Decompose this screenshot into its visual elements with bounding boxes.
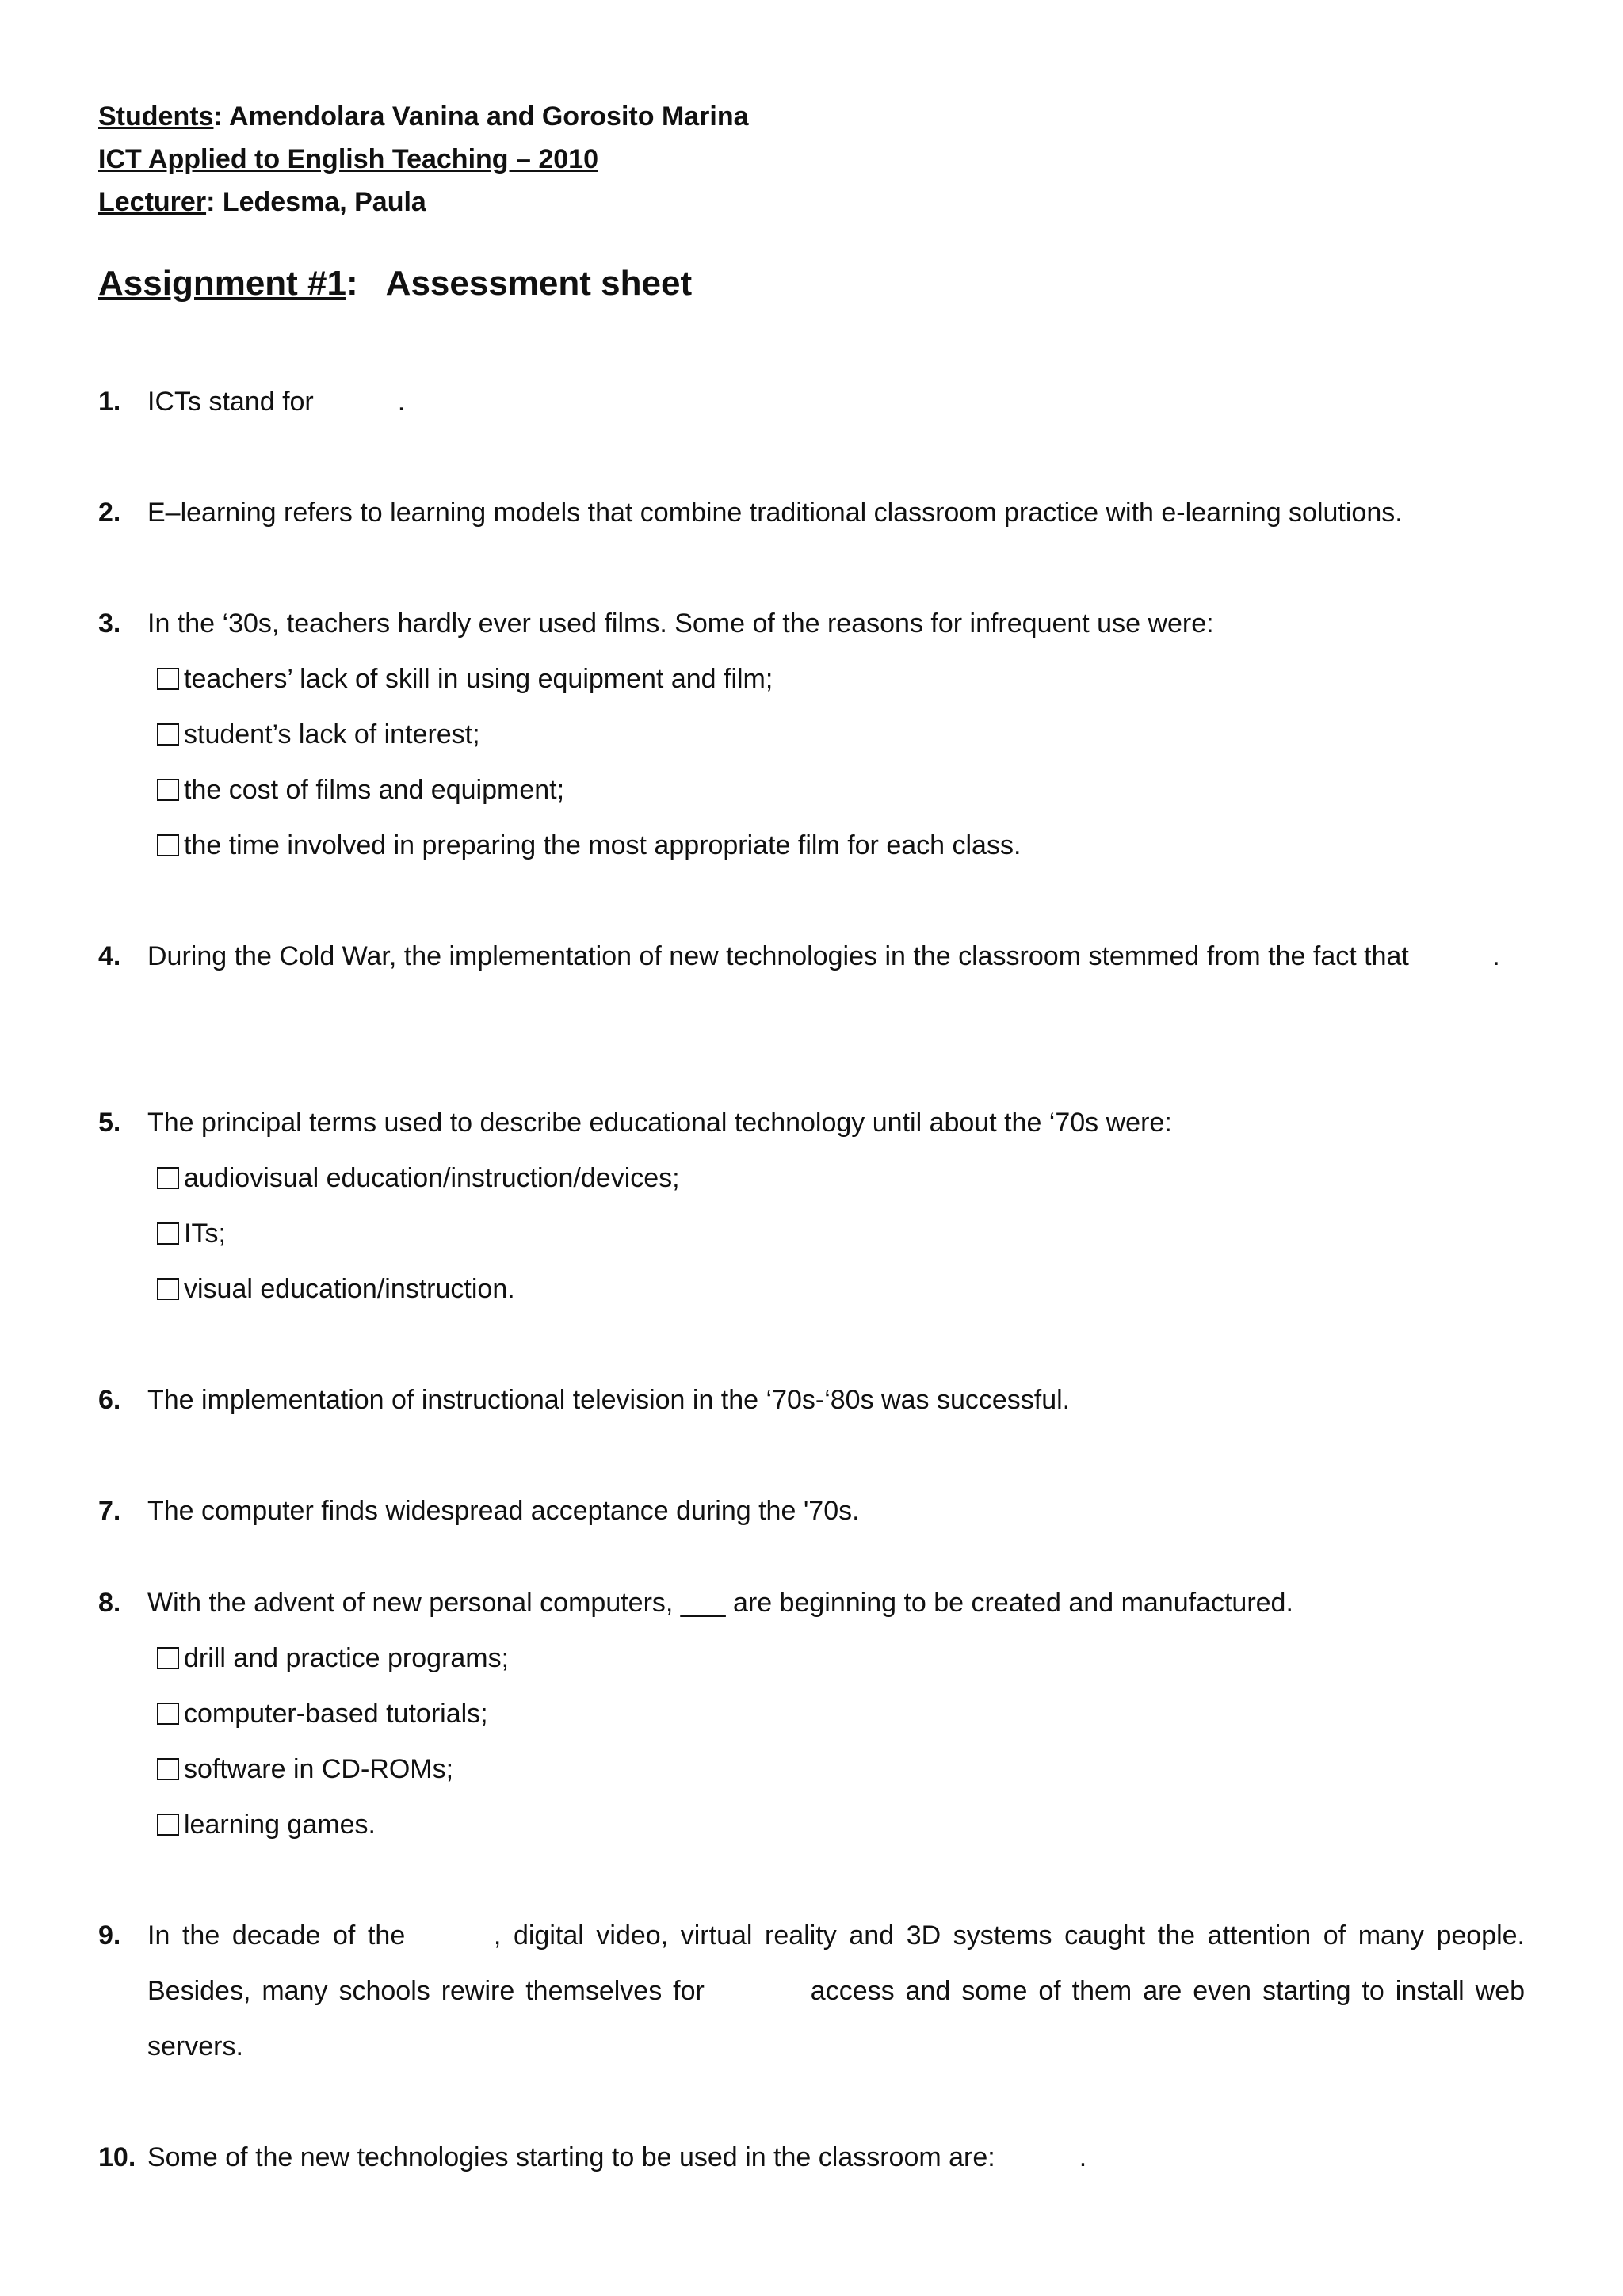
checkbox-option[interactable] xyxy=(157,651,1525,707)
checkbox-option[interactable] xyxy=(157,1686,1525,1741)
question-10 xyxy=(98,2130,1525,2185)
page-title xyxy=(98,261,692,306)
course-name: ICT Applied to English Teaching – 2010 xyxy=(98,144,598,174)
checkbox[interactable] xyxy=(157,1703,179,1725)
option-label: visual education/instruction. xyxy=(184,1274,515,1304)
checkbox-option[interactable] xyxy=(157,707,1525,762)
document-header xyxy=(98,95,749,223)
option-label: teachers’ lack of skill in using equipment and film; xyxy=(184,664,773,694)
course-line xyxy=(98,138,749,181)
checkbox-option[interactable] xyxy=(157,762,1525,818)
question-text: The computer finds widespread acceptance during the '70s. xyxy=(147,1496,860,1526)
checkbox[interactable] xyxy=(157,1814,179,1836)
question-text-end: . xyxy=(397,387,406,417)
checkbox-option[interactable] xyxy=(157,1261,1525,1317)
question-text: Some of the new technologies starting to be used in the classroom are: xyxy=(147,2142,995,2172)
checkbox-option[interactable] xyxy=(157,1150,1525,1206)
option-label: drill and practice programs; xyxy=(184,1643,510,1673)
students-names: : Amendolara Vanina and Gorosito Marina xyxy=(213,101,749,132)
students-label: Students xyxy=(98,101,214,132)
question-4 xyxy=(98,929,1525,984)
question-3 xyxy=(98,596,1525,873)
question-text: ICTs stand for xyxy=(147,387,314,417)
checkbox[interactable] xyxy=(157,723,179,746)
option-label: the cost of films and equipment; xyxy=(184,775,565,805)
question-number: 1. xyxy=(98,387,121,417)
checkbox-option[interactable] xyxy=(157,1630,1525,1686)
question-number: 8. xyxy=(98,1588,121,1618)
lecturer-line xyxy=(98,181,749,223)
question-number: 10. xyxy=(98,2142,136,2172)
question-1 xyxy=(98,374,1525,429)
question-text-end: access and some of them are even starting to install web servers. xyxy=(147,1976,1526,2061)
checkbox-option[interactable] xyxy=(157,1206,1525,1261)
question-number: 6. xyxy=(98,1385,121,1415)
assignment-label: Assignment #1 xyxy=(98,264,346,303)
checkbox[interactable] xyxy=(157,1278,179,1300)
question-number: 4. xyxy=(98,941,121,971)
checkbox[interactable] xyxy=(157,1222,179,1245)
question-text: With the advent of new personal computers, ___ are beginning to be created and manufactured. xyxy=(147,1588,1293,1618)
question-number: 3. xyxy=(98,608,121,639)
option-label: learning games. xyxy=(184,1810,376,1840)
question-text-end: . xyxy=(1079,2142,1087,2172)
question-number: 2. xyxy=(98,498,121,528)
checkbox[interactable] xyxy=(157,1167,179,1189)
checkbox[interactable] xyxy=(157,1647,179,1669)
lecturer-label: Lecturer xyxy=(98,187,207,217)
question-text: The implementation of instructional television in the ‘70s-‘80s was successful. xyxy=(147,1385,1071,1415)
option-label: software in CD-ROMs; xyxy=(184,1754,454,1784)
option-label: audiovisual education/instruction/devices; xyxy=(184,1163,680,1193)
question-8 xyxy=(98,1575,1525,1852)
question-9 xyxy=(98,1908,1525,2074)
checkbox-option[interactable] xyxy=(157,1797,1525,1852)
question-number: 7. xyxy=(98,1496,121,1526)
question-text: E–learning refers to learning models that combine traditional classroom practice with e-learning solutions. xyxy=(147,498,1403,528)
question-5 xyxy=(98,1095,1525,1317)
checkbox[interactable] xyxy=(157,779,179,801)
option-label: student’s lack of interest; xyxy=(184,719,480,749)
question-number: 5. xyxy=(98,1108,121,1138)
checkbox-option[interactable] xyxy=(157,1741,1525,1797)
question-text-end: . xyxy=(1492,941,1500,971)
question-2 xyxy=(98,485,1525,540)
question-7 xyxy=(98,1483,1525,1539)
question-text: In the decade of the xyxy=(147,1920,406,1951)
question-6 xyxy=(98,1372,1525,1428)
option-label: the time involved in preparing the most appropriate film for each class. xyxy=(184,830,1022,860)
option-label: ITs; xyxy=(184,1219,226,1249)
question-text-middle: , digital video, virtual reality and 3D systems caught the attention of many people. Besides, many schools rewire themselves for xyxy=(147,1920,1525,2006)
question-text: The principal terms used to describe educational technology until about the ‘70s were: xyxy=(147,1108,1172,1138)
question-text: During the Cold War, the implementation of new technologies in the classroom stemmed from the fact that xyxy=(147,941,1409,971)
question-number: 9. xyxy=(98,1920,121,1951)
checkbox[interactable] xyxy=(157,834,179,856)
question-text: In the ‘30s, teachers hardly ever used films. Some of the reasons for infrequent use were: xyxy=(147,608,1214,639)
title-rest: : Assessment sheet xyxy=(346,264,693,303)
checkbox[interactable] xyxy=(157,1758,179,1780)
checkbox[interactable] xyxy=(157,668,179,690)
checkbox-option[interactable] xyxy=(157,818,1525,873)
students-line xyxy=(98,95,749,138)
option-label: computer-based tutorials; xyxy=(184,1699,488,1729)
lecturer-name: : Ledesma, Paula xyxy=(206,187,426,217)
